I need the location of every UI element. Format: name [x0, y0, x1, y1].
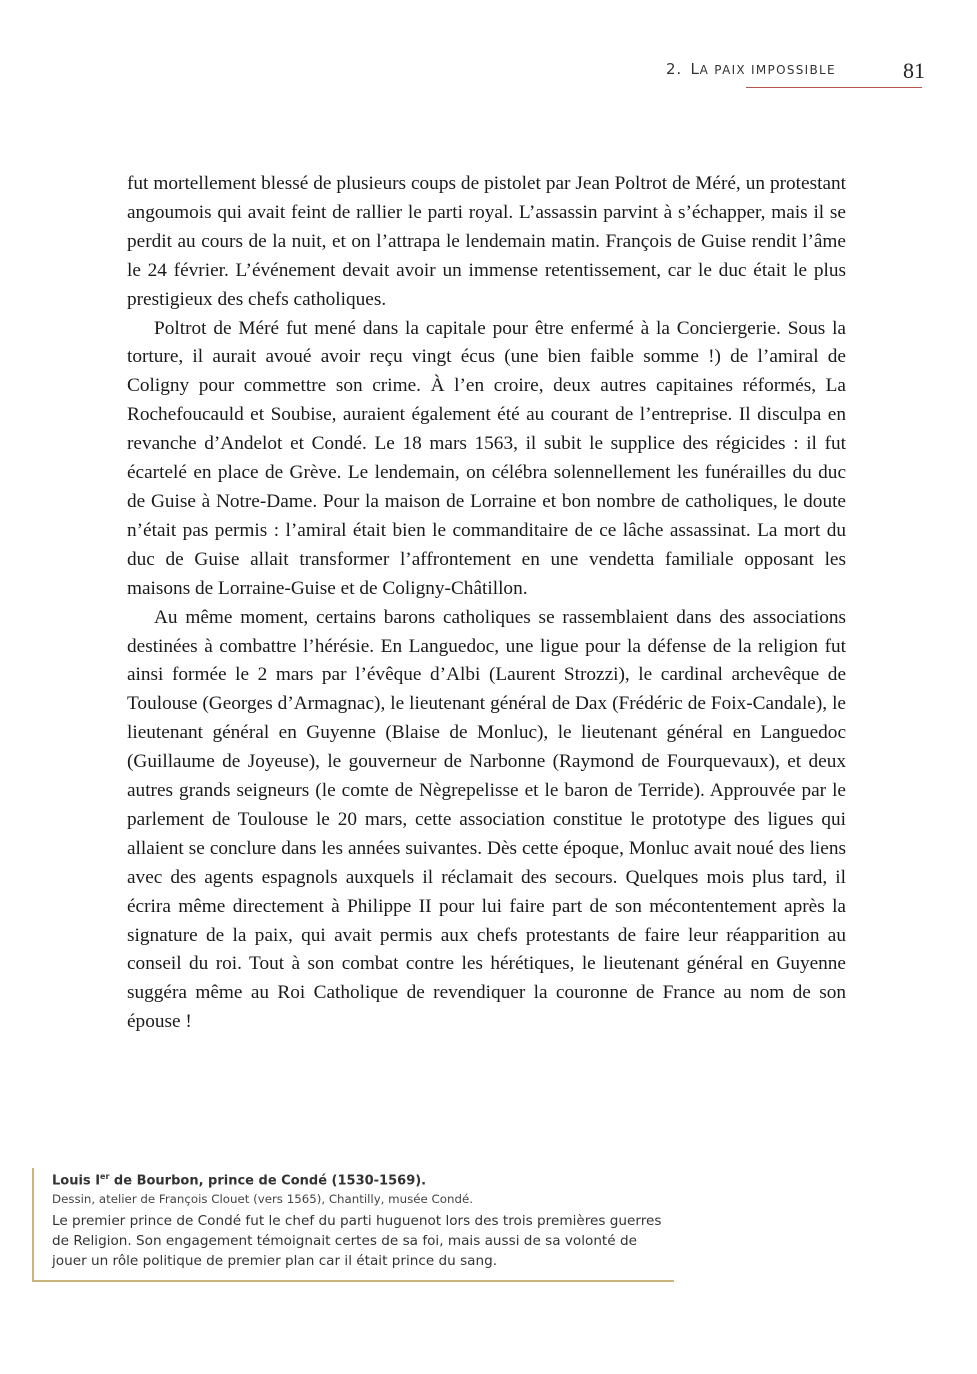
caption-source: Dessin, atelier de François Clouet (vers 1565), Chantilly, musée Condé. [52, 1192, 473, 1207]
paragraph: Poltrot de Méré fut mené dans la capitale pour être enfermé à la Conciergerie. Sous la torture, il aurait avoué avoir reçu vingt écus (une bien faible somme !) de l’amiral de Coligny pour commettre son crime. À l’en croire, deux autres capitaines réformés, La Rochefoucauld et Soubise, auraient également été au courant de l’entreprise. Il disculpa en revanche d’Andelot et Condé. Le 18 mars 1563, il subit le supplice des régicides : il fut écartelé en place de Grève. Le lendemain, on célébra solennellement les funérailles du duc de Guise à Notre-Dame. Pour la maison de Lorraine et bon nombre de catholiques, le doute n’était pas permis : l’amiral était bien le commanditaire de ce lâche assassinat. La mort du duc de Guise allait transformer l’affrontement en une vendetta familiale opposant les maisons de Lorraine-Guise et de Coligny-Châtillon. [127, 317, 846, 599]
caption-title-start: Louis I [52, 1173, 101, 1189]
caption-title-end: de Bourbon, prince de Condé (1530-1569). [109, 1173, 427, 1189]
body-text [127, 170, 846, 1037]
paragraph: fut mortellement blessé de plusieurs coups de pistolet par Jean Poltrot de Méré, un protestant angoumois qui avait feint de rallier le parti royal. L’assassin parvint à s’échapper, mais il se perdit au cours de la nuit, et on l’attrapa le lendemain matin. François de Guise rendit l’âme le 24 février. L’événement devait avoir un immense retentissement, car le duc était le plus prestigieux des chefs catholiques. [127, 173, 846, 310]
figure-caption [32, 1168, 674, 1282]
chapter-title-initial: L [690, 60, 700, 78]
paragraph: Au même moment, certains barons catholiques se rassemblaient dans des associations destinées à combattre l’hérésie. En Languedoc, une ligue pour la défense de la religion fut ainsi formée le 2 mars par l’évêque d’Albi (Laurent Strozzi), le cardinal archevêque de Toulouse (Georges d’Armagnac), le lieutenant général de Dax (Frédéric de Foix-Candale), le lieutenant général en Guyenne (Blaise de Monluc), le lieutenant général en Languedoc (Guillaume de Joyeuse), le gouverneur de Narbonne (Raymond de Fourquevaux), et deux autres grands seigneurs (le comte de Nègrepelisse et le baron de Terride). Approuvée par le parlement de Toulouse le 20 mars, cette association constitue le prototype des ligues qui allaient se conclure dans les années suivantes. Dès cette époque, Monluc avait noué des liens avec des agents espagnols auxquels il réclamait des secours. Quelques mois plus tard, il écrira même directement à Philippe II pour lui faire part de son mécontentement après la signature de la paix, qui avait permis aux chefs protestants de faire leur réapparition au conseil du roi. Tout à son combat contre les hérétiques, le lieutenant général en Guyenne suggéra même au Roi Catholique de revendiquer la couronne de France au nom de son épouse ! [127, 606, 846, 1033]
caption-title [52, 1167, 674, 1191]
caption-title-superscript: er [100, 1172, 110, 1181]
page-number: 81 [903, 58, 925, 83]
caption-text: Le premier prince de Condé fut le chef du parti huguenot lors des trois premières guerres de Religion. Son engagement témoignait certes de sa foi, mais aussi de sa volonté de jouer un rôle politique de premier plan car il était prince du sang. [52, 1213, 662, 1270]
chapter-number: 2. [666, 60, 682, 78]
header-rule [746, 87, 922, 88]
chapter-title: A PAIX IMPOSSIBLE [699, 63, 836, 77]
running-head [666, 60, 836, 78]
